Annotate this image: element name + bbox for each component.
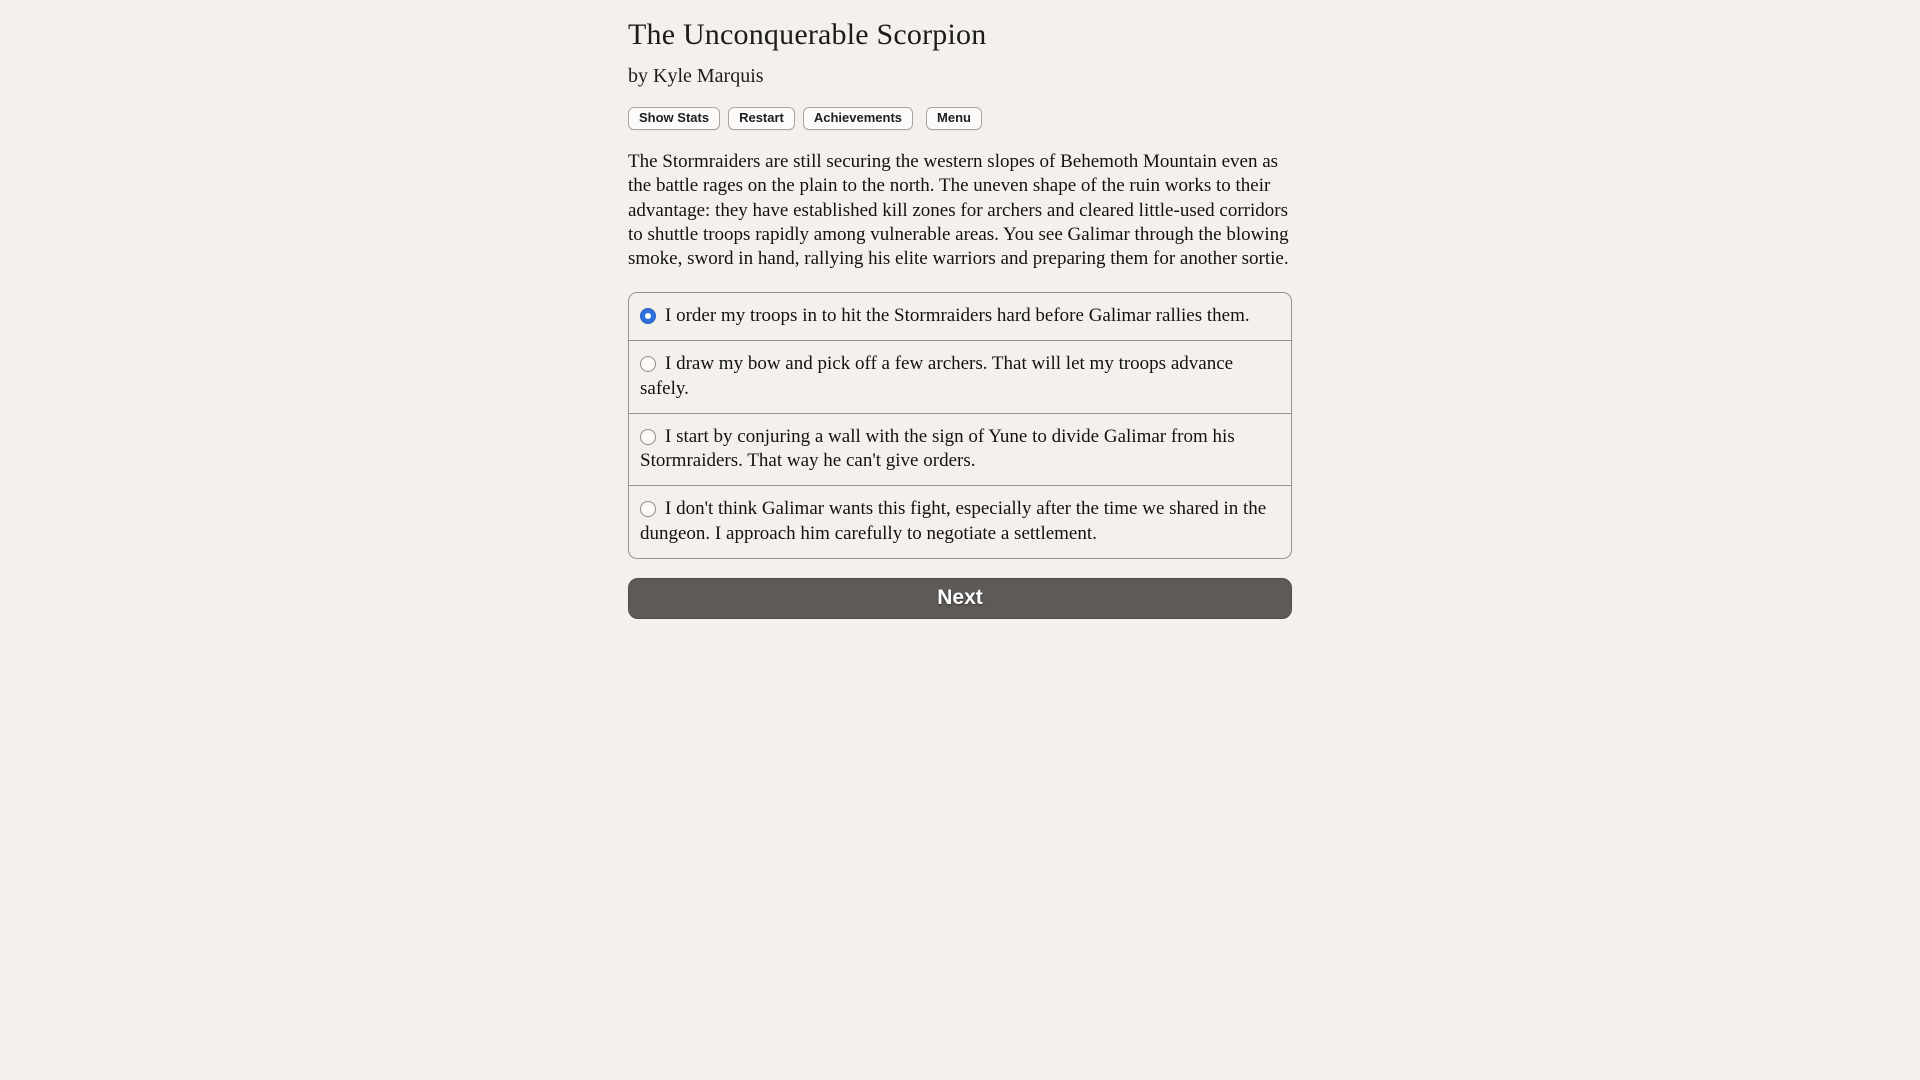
show-stats-button[interactable]: Show Stats	[628, 107, 720, 130]
achievements-button[interactable]: Achievements	[803, 107, 913, 130]
choice-label: I don't think Galimar wants this fight, especially after the time we shared in the dungeon. I approach him carefully to negotiate a settlement.	[640, 498, 1267, 544]
toolbar	[628, 107, 1292, 130]
story-paragraph: The Stormraiders are still securing the western slopes of Behemoth Mountain even as the battle rages on the plain to the north. The uneven shape of the ruin works to their advantage: they have established kill zones for archers and cleared little-used corridors to shuttle troops rapidly among vulnerable areas. You see Galimar through the blowing smoke, sword in hand, rallying his elite warriors and preparing them for another sortie.	[628, 151, 1289, 269]
author-byline: by Kyle Marquis	[628, 65, 764, 87]
choice-label: I start by conjuring a wall with the sign of Yune to divide Galimar from his Stormraiders. That way he can't give orders.	[640, 425, 1235, 472]
radio-button-icon[interactable]	[640, 501, 656, 517]
choice-list	[628, 292, 1292, 559]
page-title: The Unconquerable Scorpion	[628, 18, 987, 51]
radio-button-icon[interactable]	[640, 308, 656, 324]
choice-row-4[interactable]	[629, 485, 1291, 558]
radio-button-icon[interactable]	[640, 429, 656, 445]
game-page	[628, 0, 1292, 619]
restart-button[interactable]: Restart	[728, 107, 795, 130]
choice-row-2[interactable]	[629, 340, 1291, 413]
choice-label: I order my troops in to hit the Stormraiders hard before Galimar rallies them.	[665, 304, 1250, 326]
choice-row-1[interactable]	[629, 293, 1291, 340]
menu-button[interactable]: Menu	[926, 107, 982, 130]
choice-label: I draw my bow and pick off a few archers. That will let my troops advance safely.	[640, 353, 1234, 399]
next-button[interactable]: Next	[628, 578, 1292, 619]
choice-row-3[interactable]	[629, 413, 1291, 486]
radio-button-icon[interactable]	[640, 356, 656, 372]
